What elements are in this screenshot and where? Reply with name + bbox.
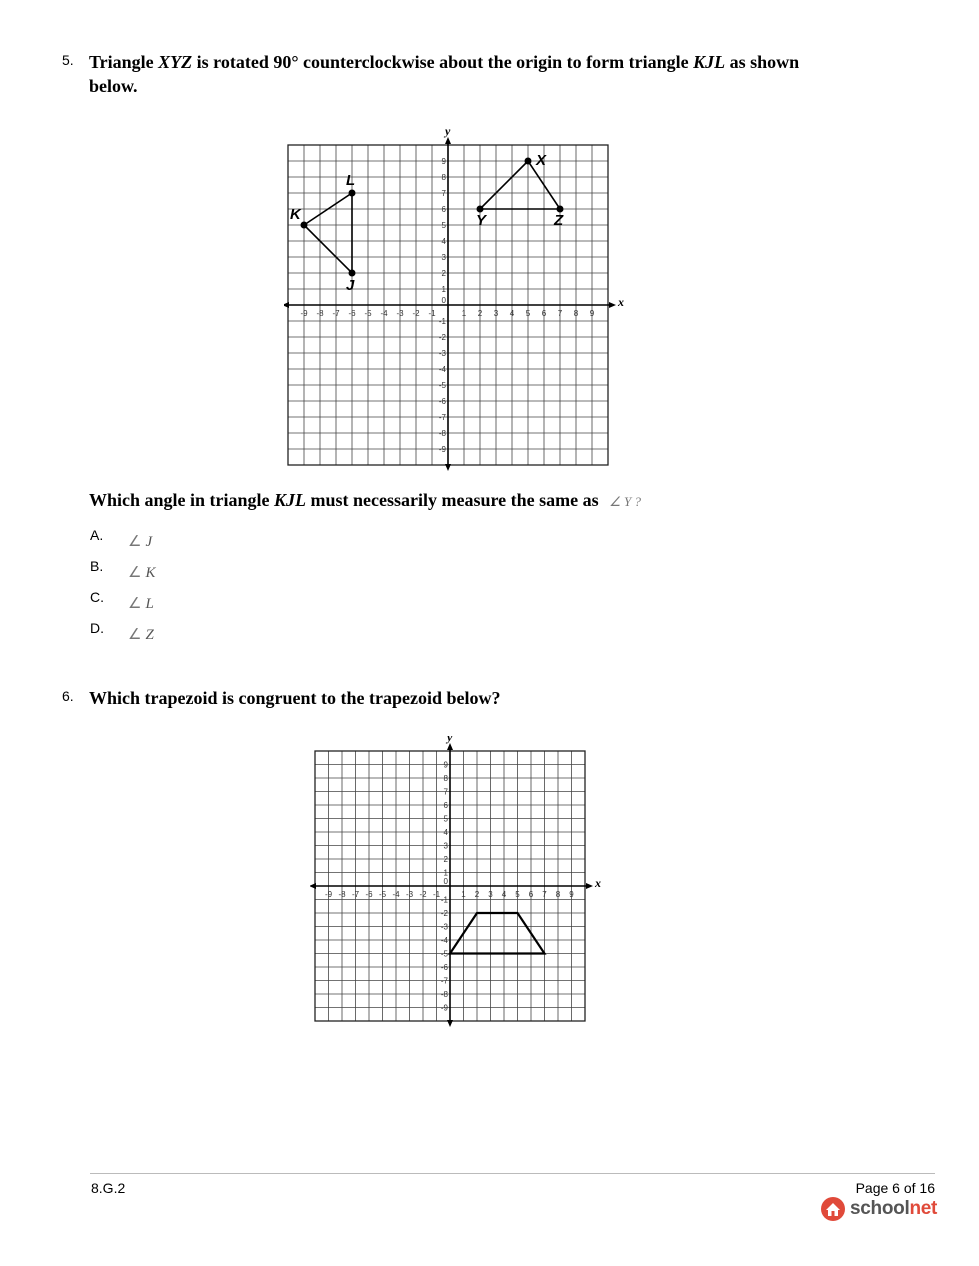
y-tick-label: -5	[438, 381, 446, 390]
y-tick-label: -3	[438, 349, 446, 358]
x-axis-arrow-left	[310, 883, 316, 889]
y-tick-label: -1	[440, 895, 448, 905]
q5-text-suffix: as shown	[725, 52, 800, 72]
x-tick-label: 9	[569, 890, 574, 899]
x-tick-label: -9	[324, 890, 333, 899]
y-tick-label: -2	[438, 333, 446, 342]
q5-text-prefix: Triangle	[89, 52, 159, 72]
x-tick-label: -1	[432, 890, 441, 899]
x-tick-label: -6	[348, 309, 356, 318]
y-axis-arrow-down	[447, 1020, 453, 1027]
option-b-letter: B.	[90, 558, 104, 574]
y-tick-label: -8	[440, 990, 448, 999]
house-icon	[820, 1196, 846, 1222]
q5-text-mid: is rotated 90° counterclockwise about the origin to form triangle	[192, 52, 694, 72]
x-tick-label: 1	[461, 890, 466, 899]
y-tick-label: 2	[443, 855, 448, 864]
y-tick-label: 4	[441, 237, 446, 246]
y-tick-label: 9	[441, 157, 446, 166]
y-tick-label: 1	[443, 868, 448, 878]
point-label-x: X	[536, 152, 547, 169]
x-tick-label: -8	[338, 890, 346, 899]
x-tick-label: -1	[428, 309, 436, 318]
x-tick-label: -6	[365, 890, 373, 899]
point-j	[349, 270, 356, 277]
q5-coordinate-grid	[284, 128, 629, 473]
x-tick-label: 6	[528, 890, 534, 899]
x-tick-label: -7	[332, 309, 340, 318]
q5-triangle-xyz: XYZ	[158, 52, 193, 72]
trapezoid	[450, 913, 545, 954]
x-tick-label: 6	[541, 309, 547, 318]
x-tick-label: -8	[316, 309, 324, 318]
x-tick-label: 2	[474, 890, 480, 899]
point-label-y: Y	[476, 212, 487, 229]
option-d-value: ∠ Z	[128, 627, 154, 643]
y-tick-label: 5	[443, 814, 448, 824]
triangle-klj	[304, 193, 352, 273]
x-tick-label: -7	[351, 890, 360, 899]
option-c-value: ∠ L	[128, 596, 154, 612]
y-axis-arrow-down	[445, 464, 451, 471]
x-tick-label: 2	[477, 309, 483, 318]
y-tick-label: 6	[443, 801, 448, 810]
y-tick-label: -4	[438, 365, 446, 374]
x-tick-label: -2	[419, 890, 427, 899]
y-tick-label: 8	[441, 173, 446, 182]
q5-text-line2: below.	[89, 76, 138, 96]
y-tick-label: -7	[438, 413, 446, 422]
y-tick-label: -8	[438, 429, 446, 438]
option-b-value: ∠ K	[128, 565, 156, 581]
x-tick-label: 4	[501, 890, 507, 899]
y-tick-label: -3	[440, 922, 448, 932]
x-axis-label: x	[618, 295, 624, 309]
logo-wordmark: schoolnet	[850, 1198, 938, 1219]
x-tick-label: -5	[378, 890, 387, 899]
q6-grid-svg	[310, 736, 605, 1031]
point-l	[349, 190, 356, 197]
y-tick-label: 3	[443, 841, 448, 851]
q6-coordinate-grid	[310, 736, 605, 1031]
x-tick-label: 5	[515, 890, 520, 899]
point-label-z: Z	[554, 212, 564, 229]
y-tick-label: 2	[441, 269, 446, 278]
x-tick-label: -3	[396, 309, 404, 318]
y-tick-label: -6	[440, 963, 448, 972]
x-axis-label: x	[595, 876, 601, 890]
x-tick-label: -9	[300, 309, 308, 318]
x-tick-label: 5	[525, 309, 531, 318]
point-k	[301, 222, 308, 229]
q5-prompt-prefix: Which angle in triangle	[89, 490, 275, 510]
x-tick-label: 7	[542, 890, 547, 899]
x-tick-label: -2	[412, 309, 420, 318]
y-tick-label: 4	[443, 828, 448, 837]
q5-prompt-suffix: must necessarily measure the same as	[306, 490, 599, 510]
y-axis-arrow-up	[445, 137, 451, 144]
triangle-xyz	[480, 161, 560, 209]
point-label-j: J	[346, 277, 355, 294]
footer-divider	[90, 1173, 935, 1174]
question-6-text: Which trapezoid is congruent to the trapezoid below?	[89, 688, 501, 708]
question-5-prompt	[89, 488, 729, 514]
y-tick-label: -7	[440, 976, 448, 986]
option-d-letter: D.	[90, 620, 104, 636]
point-label-k: K	[290, 206, 301, 223]
y-tick-label: 5	[441, 221, 446, 230]
option-a-letter: A.	[90, 527, 104, 543]
y-tick-label: -5	[440, 949, 448, 959]
y-tick-label: 6	[441, 205, 446, 214]
x-tick-label: -4	[380, 309, 388, 318]
schoolnet-logo	[820, 1196, 937, 1222]
x-tick-label: 9	[589, 309, 595, 318]
x-tick-label: -4	[392, 890, 400, 899]
x-axis-arrow-right	[586, 883, 593, 889]
question-6-number: 6.	[62, 688, 74, 704]
y-tick-label: 7	[443, 787, 448, 797]
y-tick-label: 1	[441, 285, 446, 294]
question-5-number: 5.	[62, 52, 74, 68]
x-tick-label: -5	[364, 309, 372, 318]
y-tick-label: 9	[443, 760, 448, 770]
y-tick-label: 8	[443, 774, 448, 783]
question-5-text	[89, 50, 849, 98]
y-tick-label: -1	[438, 317, 446, 326]
y-tick-label: 3	[441, 253, 446, 262]
y-tick-label: -9	[438, 445, 446, 454]
point-label-l: L	[346, 172, 356, 189]
x-tick-label: 8	[555, 890, 561, 899]
y-tick-label: -2	[440, 909, 448, 918]
q5-prompt-triangle: KJL	[274, 490, 307, 510]
footer-page-number: Page 6 of 16	[855, 1180, 935, 1196]
x-tick-label: -3	[405, 890, 414, 899]
y-axis-label: y	[445, 128, 451, 138]
x-tick-label: 3	[488, 890, 493, 899]
q5-prompt-angle: ∠ Y ?	[609, 494, 642, 509]
footer-standard: 8.G.2	[91, 1180, 126, 1196]
y-axis-arrow-up	[447, 743, 453, 750]
q5-grid-svg	[284, 128, 629, 473]
option-a-value: ∠ J	[128, 534, 153, 550]
x-tick-label: 8	[573, 309, 579, 318]
x-axis-arrow-right	[609, 302, 616, 308]
y-tick-label: -4	[440, 936, 448, 945]
x-tick-label: 3	[493, 309, 499, 318]
y-tick-label: 0	[443, 877, 448, 886]
x-tick-label: 7	[557, 309, 563, 318]
y-tick-label: 0	[441, 296, 446, 305]
option-c-letter: C.	[90, 589, 104, 605]
x-tick-label: 1	[461, 309, 467, 318]
x-axis-arrow-left	[284, 302, 289, 308]
x-tick-label: 4	[509, 309, 515, 318]
y-tick-label: 7	[441, 189, 446, 198]
point-x	[525, 158, 532, 165]
y-axis-label: y	[447, 736, 453, 744]
y-tick-label: -9	[440, 1003, 448, 1013]
y-tick-label: -6	[438, 397, 446, 406]
q5-triangle-kjl: KJL	[693, 52, 726, 72]
